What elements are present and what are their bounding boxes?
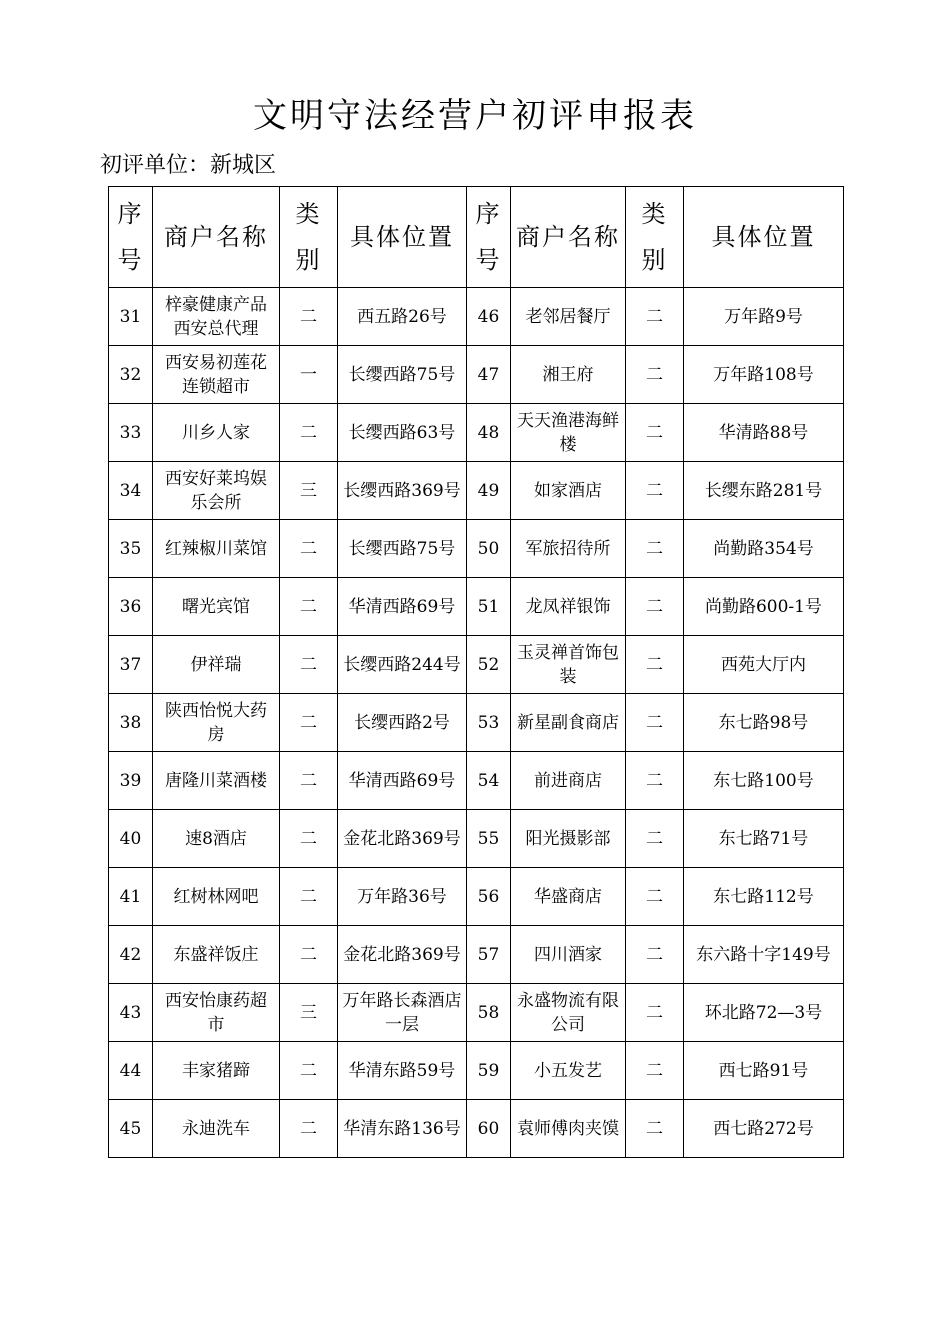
seq-cell: 41 — [109, 868, 153, 926]
table-row — [109, 462, 844, 520]
location-cell: 华清东路59号 — [338, 1042, 467, 1100]
merchant-name-cell: 唐隆川菜酒楼 — [153, 752, 280, 810]
seq-cell: 59 — [467, 1042, 511, 1100]
seq-cell: 57 — [467, 926, 511, 984]
table-row — [109, 752, 844, 810]
location-cell: 东七路100号 — [684, 752, 844, 810]
location-cell: 金花北路369号 — [338, 810, 467, 868]
table-row — [109, 636, 844, 694]
category-cell: 二 — [280, 1042, 338, 1100]
merchant-table — [108, 186, 844, 1158]
category-cell: 二 — [280, 752, 338, 810]
merchant-name-cell: 天天渔港海鲜楼 — [511, 404, 626, 462]
category-cell: 二 — [280, 404, 338, 462]
table-row — [109, 984, 844, 1042]
table-row — [109, 810, 844, 868]
location-cell: 长缨东路281号 — [684, 462, 844, 520]
merchant-name-cell: 丰家猪蹄 — [153, 1042, 280, 1100]
merchant-name-cell: 湘王府 — [511, 346, 626, 404]
category-cell: 二 — [626, 288, 684, 346]
seq-cell: 50 — [467, 520, 511, 578]
location-cell: 华清西路69号 — [338, 752, 467, 810]
seq-cell: 48 — [467, 404, 511, 462]
merchant-name-cell: 华盛商店 — [511, 868, 626, 926]
location-cell: 西苑大厅内 — [684, 636, 844, 694]
table-row — [109, 1042, 844, 1100]
category-cell: 二 — [280, 926, 338, 984]
seq-cell: 60 — [467, 1100, 511, 1158]
merchant-name-cell: 梓豪健康产品西安总代理 — [153, 288, 280, 346]
seq-cell: 55 — [467, 810, 511, 868]
category-cell: 二 — [626, 694, 684, 752]
merchant-name-cell: 玉灵禅首饰包装 — [511, 636, 626, 694]
category-cell: 二 — [626, 462, 684, 520]
merchant-name-cell: 红辣椒川菜馆 — [153, 520, 280, 578]
page-title: 文明守法经营户初评申报表 — [253, 96, 697, 136]
merchant-name-cell: 伊祥瑞 — [153, 636, 280, 694]
seq-cell: 47 — [467, 346, 511, 404]
seq-cell: 34 — [109, 462, 153, 520]
merchant-name-cell: 川乡人家 — [153, 404, 280, 462]
merchant-name-cell: 如家酒店 — [511, 462, 626, 520]
merchant-name-cell: 袁师傅肉夹馍 — [511, 1100, 626, 1158]
location-cell: 尚勤路600-1号 — [684, 578, 844, 636]
location-cell: 长缨西路75号 — [338, 520, 467, 578]
header-seq-left: 序号 — [109, 187, 153, 288]
category-cell: 二 — [280, 868, 338, 926]
table-row — [109, 578, 844, 636]
seq-cell: 35 — [109, 520, 153, 578]
location-cell: 金花北路369号 — [338, 926, 467, 984]
category-cell: 二 — [280, 288, 338, 346]
location-cell: 长缨西路2号 — [338, 694, 467, 752]
location-cell: 西七路91号 — [684, 1042, 844, 1100]
seq-cell: 49 — [467, 462, 511, 520]
table-row — [109, 926, 844, 984]
location-cell: 尚勤路354号 — [684, 520, 844, 578]
category-cell: 二 — [626, 868, 684, 926]
category-cell: 二 — [626, 578, 684, 636]
merchant-name-cell: 东盛祥饭庄 — [153, 926, 280, 984]
seq-cell: 36 — [109, 578, 153, 636]
category-cell: 二 — [626, 926, 684, 984]
seq-cell: 45 — [109, 1100, 153, 1158]
category-cell: 二 — [626, 752, 684, 810]
seq-cell: 46 — [467, 288, 511, 346]
merchant-name-cell: 小五发艺 — [511, 1042, 626, 1100]
header-category-left: 类别 — [280, 187, 338, 288]
seq-cell: 37 — [109, 636, 153, 694]
header-category-right: 类别 — [626, 187, 684, 288]
seq-cell: 58 — [467, 984, 511, 1042]
evaluation-unit: 初评单位：新城区 — [100, 153, 277, 178]
category-cell: 二 — [626, 1042, 684, 1100]
merchant-name-cell: 陕西怡悦大药房 — [153, 694, 280, 752]
location-cell: 长缨西路369号 — [338, 462, 467, 520]
category-cell: 二 — [280, 810, 338, 868]
merchant-name-cell: 军旅招待所 — [511, 520, 626, 578]
location-cell: 万年路36号 — [338, 868, 467, 926]
seq-cell: 40 — [109, 810, 153, 868]
merchant-name-cell: 阳光摄影部 — [511, 810, 626, 868]
location-cell: 长缨西路63号 — [338, 404, 467, 462]
category-cell: 一 — [280, 346, 338, 404]
merchant-name-cell: 前进商店 — [511, 752, 626, 810]
category-cell: 二 — [280, 520, 338, 578]
seq-cell: 42 — [109, 926, 153, 984]
category-cell: 二 — [626, 346, 684, 404]
category-cell: 二 — [626, 636, 684, 694]
header-location-right: 具体位置 — [684, 187, 844, 288]
category-cell: 二 — [626, 810, 684, 868]
location-cell: 东七路112号 — [684, 868, 844, 926]
header-location-left: 具体位置 — [338, 187, 467, 288]
location-cell: 长缨西路244号 — [338, 636, 467, 694]
location-cell: 西七路272号 — [684, 1100, 844, 1158]
merchant-name-cell: 西安易初莲花连锁超市 — [153, 346, 280, 404]
location-cell: 东七路98号 — [684, 694, 844, 752]
seq-cell: 51 — [467, 578, 511, 636]
seq-cell: 44 — [109, 1042, 153, 1100]
location-cell: 华清路88号 — [684, 404, 844, 462]
merchant-name-cell: 速8酒店 — [153, 810, 280, 868]
location-cell: 长缨西路75号 — [338, 346, 467, 404]
table-row — [109, 694, 844, 752]
seq-cell: 52 — [467, 636, 511, 694]
merchant-name-cell: 曙光宾馆 — [153, 578, 280, 636]
merchant-name-cell: 龙凤祥银饰 — [511, 578, 626, 636]
location-cell: 东七路71号 — [684, 810, 844, 868]
category-cell: 三 — [280, 984, 338, 1042]
seq-cell: 39 — [109, 752, 153, 810]
category-cell: 二 — [280, 636, 338, 694]
seq-cell: 38 — [109, 694, 153, 752]
merchant-name-cell: 永盛物流有限公司 — [511, 984, 626, 1042]
category-cell: 二 — [626, 520, 684, 578]
header-name-left: 商户名称 — [153, 187, 280, 288]
table-row — [109, 868, 844, 926]
table-row — [109, 1100, 844, 1158]
location-cell: 万年路长森酒店一层 — [338, 984, 467, 1042]
category-cell: 二 — [280, 578, 338, 636]
location-cell: 环北路72—3号 — [684, 984, 844, 1042]
header-seq-right: 序号 — [467, 187, 511, 288]
table-header-row — [109, 187, 844, 288]
seq-cell: 53 — [467, 694, 511, 752]
merchant-name-cell: 红树林网吧 — [153, 868, 280, 926]
merchant-name-cell: 永迪洗车 — [153, 1100, 280, 1158]
category-cell: 三 — [280, 462, 338, 520]
category-cell: 二 — [280, 1100, 338, 1158]
merchant-name-cell: 新星副食商店 — [511, 694, 626, 752]
merchant-name-cell: 西安怡康药超市 — [153, 984, 280, 1042]
category-cell: 二 — [626, 984, 684, 1042]
seq-cell: 43 — [109, 984, 153, 1042]
seq-cell: 54 — [467, 752, 511, 810]
location-cell: 东六路十字149号 — [684, 926, 844, 984]
location-cell: 万年路108号 — [684, 346, 844, 404]
table-row — [109, 520, 844, 578]
category-cell: 二 — [280, 694, 338, 752]
header-name-right: 商户名称 — [511, 187, 626, 288]
category-cell: 二 — [626, 1100, 684, 1158]
location-cell: 华清东路136号 — [338, 1100, 467, 1158]
table-row — [109, 288, 844, 346]
seq-cell: 31 — [109, 288, 153, 346]
merchant-name-cell: 老邻居餐厅 — [511, 288, 626, 346]
table-row — [109, 404, 844, 462]
seq-cell: 56 — [467, 868, 511, 926]
location-cell: 万年路9号 — [684, 288, 844, 346]
merchant-name-cell: 西安好莱坞娱乐会所 — [153, 462, 280, 520]
seq-cell: 33 — [109, 404, 153, 462]
location-cell: 华清西路69号 — [338, 578, 467, 636]
seq-cell: 32 — [109, 346, 153, 404]
location-cell: 西五路26号 — [338, 288, 467, 346]
category-cell: 二 — [626, 404, 684, 462]
merchant-name-cell: 四川酒家 — [511, 926, 626, 984]
table-row — [109, 346, 844, 404]
